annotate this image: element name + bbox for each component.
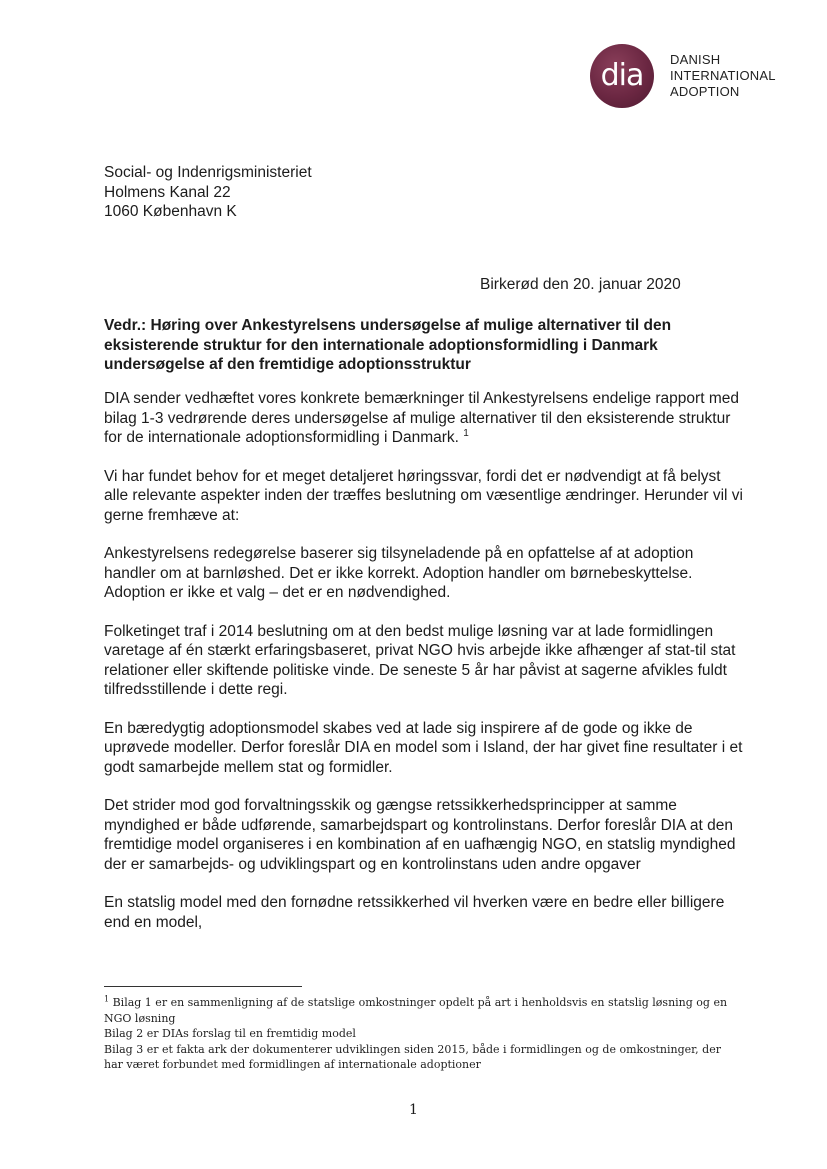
paragraph-text: DIA sender vedhæftet vores konkrete bemærkninger til Ankestyrelsens endelige rapport med bilag 1-3 vedrørende deres undersøgelse af mulige alternativer til den eksisterende struktur for de internationale adoptionsformidling i Danmark. (104, 390, 739, 446)
footnote-text: Bilag 1 er en sammenligning af de statslige omkostninger opdelt på art i henholdsvis en statslig løsning og en NGO løsning (104, 996, 728, 1025)
paragraph: Det strider mod god forvaltningsskik og gængse retssikkerhedsprincipper at samme myndighed er både udførende, samarbejdspart og kontrolinstans. Derfor foreslår DIA at den fremtidige model organiseres i en kombination af en uafhængig NGO, en statslig myndighed der er samarbejds- og udviklingspart og en kontrolinstans uden andre opgaver (104, 797, 736, 873)
logo-name-line: ADOPTION (670, 84, 740, 99)
logo-name-line: INTERNATIONAL (670, 68, 776, 83)
paragraph (104, 389, 744, 448)
recipient-street: Holmens Kanal 22 (104, 183, 231, 201)
page-number: 1 (409, 1102, 418, 1118)
paragraph: Folketinget traf i 2014 beslutning om at den bedst mulige løsning var at lade formidlingen varetage af én stærkt erfaringsbaseret, privat NGO hvis arbejde ikke afhænger af stat-til stat relationer eller skiftende politiske vinde. De seneste 5 år har påvist at sagerne afvikles fuldt tilfredsstillende i dette regi. (104, 622, 736, 698)
dia-logo-name (670, 52, 776, 100)
logo-name-line: DANISH (670, 52, 721, 67)
paragraph: En bæredygtig adoptionsmodel skabes ved at lade sig inspirere af de gode og ikke de uprøvede modeller. Derfor foreslår DIA en model som i Island, der har givet fine resultater i et godt samarbejde mellem stat og formidler. (104, 719, 743, 776)
recipient-name: Social- og Indenrigsministeriet (104, 164, 312, 181)
footnote: Bilag 2 er DIAs forslag til en fremtidig model (104, 1027, 356, 1040)
recipient-city: 1060 København K (104, 203, 237, 220)
paragraph: Ankestyrelsens redegørelse baserer sig tilsyneladende på en opfattelse af at adoption handler om at barnløshed. Det er ikke korrekt. Adoption handler om børnebeskyttelse. Adoption er ikke et valg – det er en nødvendighed. (104, 545, 694, 601)
footnote-mark: 1 (104, 994, 110, 1004)
letter-date: Birkerød den 20. januar 2020 (480, 276, 681, 293)
footnote-reference: 1 (463, 427, 469, 439)
recipient-address (104, 163, 312, 222)
letter-subject: Vedr.: Høring over Ankestyrelsens undersøgelse af mulige alternativer til den eksisterende struktur for den internationale adoptionsformidling i Danmark undersøgelse af den fremtidige adoptionsstruktur (104, 317, 672, 373)
dia-logo-mark: dia (590, 44, 654, 108)
paragraph: Vi har fundet behov for et meget detaljeret høringssvar, fordi det er nødvendigt at få belyst alle relevante aspekter inden der træffes beslutning om væsentlige ændringer. Herunder vil vi gerne fremhæve at: (104, 467, 744, 524)
footnotes (104, 995, 734, 1073)
dia-logo (590, 44, 776, 108)
paragraph: En statslig model med den fornødne retssikkerhed vil hverken være en bedre eller billigere end en model, (104, 894, 725, 931)
footnote (104, 995, 734, 1026)
footnote-divider (104, 986, 302, 987)
letter-body (104, 389, 744, 951)
footnote: Bilag 3 er et fakta ark der dokumenterer udviklingen siden 2015, både i formidlingen og de omkostninger, der har været forbundet med formidlingen af internationale adoptioner (104, 1042, 721, 1071)
